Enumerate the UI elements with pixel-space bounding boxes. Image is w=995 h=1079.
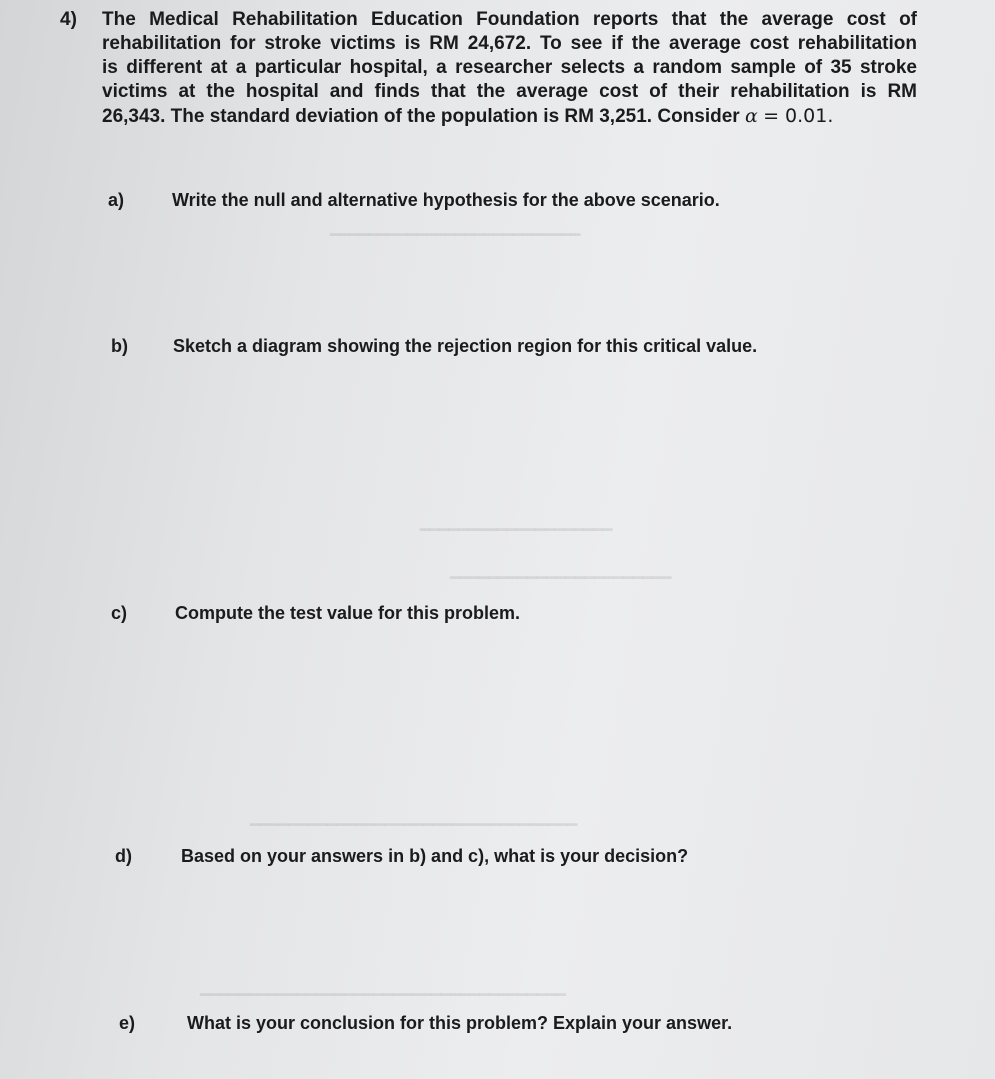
part-e [119,1013,732,1034]
show-through-text: ━━━━━━━━━━━━━━━━━━━━ [420,522,613,539]
question-header [60,8,965,129]
show-through-text: ━━━━━━━━━━━━━━━━━━━━━━━━━━━━━━━━━━ [250,817,578,834]
question-stem-line [102,104,917,129]
part-label: d) [115,846,132,866]
question-number: 4) [60,9,77,30]
part-label: c) [111,603,128,623]
part-label: b) [111,336,128,356]
part-label: a) [108,190,125,210]
part-b [111,336,757,357]
part-c [111,603,520,624]
question-stem-line: The Medical Rehabilitation Education Foundation reports that the average cost of [102,9,917,30]
part-text: Write the null and alternative hypothesis for the above scenario. [172,190,720,210]
part-text: Compute the test value for this problem. [175,603,521,623]
alpha-value: = 0.01. [763,105,834,127]
question-stem [102,8,917,129]
part-d [115,846,688,867]
question-stem-line: rehabilitation for stroke victims is RM 24,672. To see if the average cost rehabilitation [102,33,917,54]
question-stem-line: is different at a particular hospital, a researcher selects a random sample of 35 stroke [102,57,917,78]
show-through-text: ━━━━━━━━━━━━━━━━━━━━━━━━━━━━━━━━━━━━━━ [200,987,567,1004]
part-text: Based on your answers in b) and c), what is your decision? [181,846,689,866]
question-stem-line: victims at the hospital and finds that the average cost of their rehabilitation is RM [102,81,917,102]
part-a [108,190,720,211]
part-text: What is your conclusion for this problem? Explain your answer. [187,1013,733,1033]
show-through-text: ━━━━━━━━━━━━━━━━━━━━━━━ [450,570,672,587]
part-text: Sketch a diagram showing the rejection region for this critical value. [173,336,758,356]
question-stem-last-text: 26,343. The standard deviation of the population is RM 3,251. Consider [102,106,740,127]
alpha-symbol: α [744,105,758,127]
part-label: e) [119,1013,136,1033]
show-through-text: ━━━━━━━━━━━━━━━━━━━━━━━━━━ [330,227,581,244]
